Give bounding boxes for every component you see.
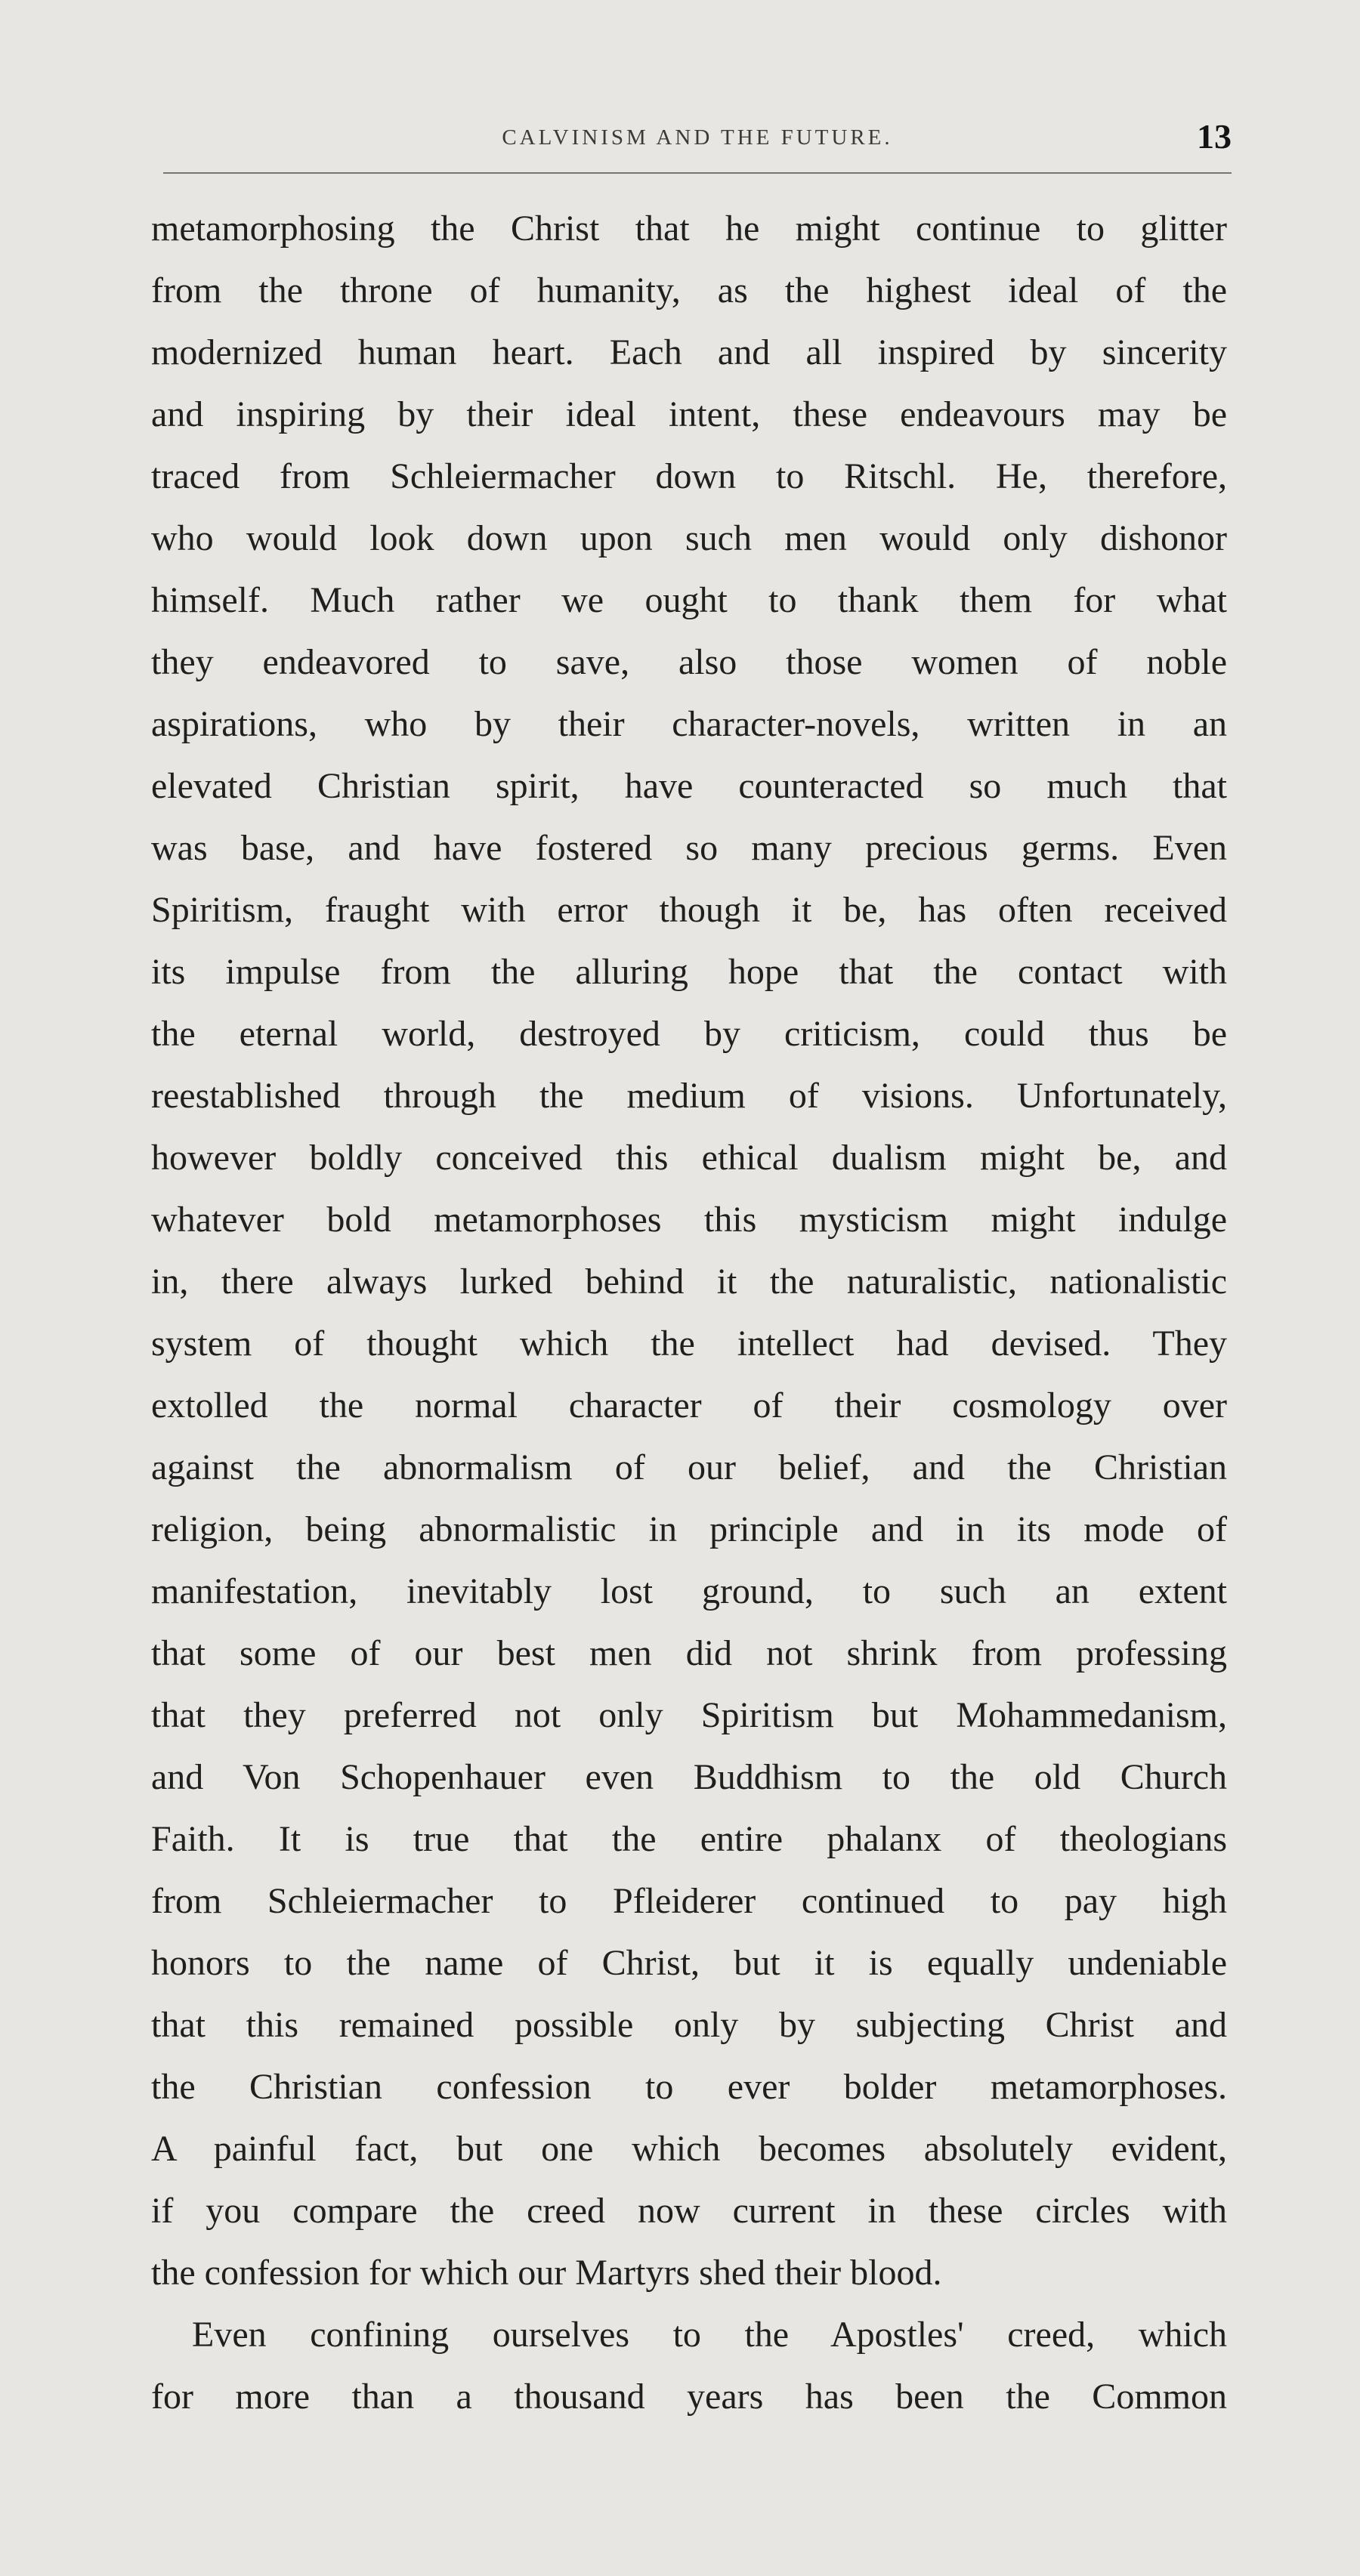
text-line: extolled the normal character of their cosmology over bbox=[151, 1385, 1227, 1425]
text-line: and Von Schopenhauer even Buddhism to the old Church bbox=[151, 1757, 1227, 1797]
text-line: whatever bold metamorphoses this mysticism might indulge bbox=[151, 1200, 1227, 1240]
text-line: who would look down upon such men would only dishonor bbox=[151, 518, 1227, 558]
text-line: and inspiring by their ideal intent, these endeavours may be bbox=[151, 394, 1227, 434]
text-line: from Schleiermacher to Pfleiderer continued to pay high bbox=[151, 1881, 1227, 1921]
text-line: they endeavored to save, also those women of noble bbox=[151, 642, 1227, 682]
text-line: reestablished through the medium of visions. Unfortunately, bbox=[151, 1076, 1227, 1116]
text-line: traced from Schleiermacher down to Ritschl. He, therefore, bbox=[151, 456, 1227, 496]
text-line: Faith. It is true that the entire phalanx of theologians bbox=[151, 1819, 1227, 1859]
text-line: in, there always lurked behind it the naturalistic, nationalistic bbox=[151, 1262, 1227, 1302]
text-line: aspirations, who by their character-novels, written in an bbox=[151, 704, 1227, 744]
text-line: modernized human heart. Each and all inspired by sincerity bbox=[151, 332, 1227, 372]
paragraph-first-line: Even confining ourselves to the Apostles' creed, which bbox=[192, 2315, 1227, 2355]
page-number: 13 bbox=[1197, 117, 1232, 156]
text-line: was base, and have fostered so many precious germs. Even bbox=[151, 828, 1227, 868]
text-line: the Christian confession to ever bolder metamorphoses. bbox=[151, 2067, 1227, 2107]
text-line: that some of our best men did not shrink from professing bbox=[151, 1633, 1227, 1673]
text-line: the eternal world, destroyed by criticism, could thus be bbox=[151, 1014, 1227, 1054]
text-line: for more than a thousand years has been the Common bbox=[151, 2377, 1227, 2417]
text-line: its impulse from the alluring hope that the contact with bbox=[151, 952, 1227, 992]
text-line: from the throne of humanity, as the highest ideal of the bbox=[151, 270, 1227, 310]
text-line: metamorphosing the Christ that he might continue to glitter bbox=[151, 208, 1227, 249]
running-title: CALVINISM AND THE FUTURE. bbox=[502, 125, 893, 150]
text-line: if you compare the creed now current in these circles with bbox=[151, 2191, 1227, 2231]
text-line: against the abnormalism of our belief, and the Christian bbox=[151, 1447, 1227, 1487]
text-line: Spiritism, fraught with error though it be, has often received bbox=[151, 890, 1227, 930]
text-line: that they preferred not only Spiritism but Mohammedanism, bbox=[151, 1695, 1227, 1735]
body-text bbox=[151, 198, 1227, 2428]
text-line: honors to the name of Christ, but it is equally undeniable bbox=[151, 1943, 1227, 1983]
text-line: elevated Christian spirit, have counteracted so much that bbox=[151, 766, 1227, 806]
text-line: system of thought which the intellect had devised. They bbox=[151, 1324, 1227, 1364]
paragraph-last-line: the confession for which our Martyrs shed their blood. bbox=[151, 2253, 942, 2293]
running-head bbox=[163, 117, 1232, 163]
text-line: however boldly conceived this ethical dualism might be, and bbox=[151, 1138, 1227, 1178]
text-line: religion, being abnormalistic in principle and in its mode of bbox=[151, 1509, 1227, 1549]
text-line: A painful fact, but one which becomes absolutely evident, bbox=[151, 2129, 1227, 2169]
text-line: himself. Much rather we ought to thank them for what bbox=[151, 580, 1227, 620]
text-line: manifestation, inevitably lost ground, to such an extent bbox=[151, 1571, 1227, 1611]
text-line: that this remained possible only by subjecting Christ and bbox=[151, 2005, 1227, 2045]
header-rule bbox=[163, 172, 1232, 174]
